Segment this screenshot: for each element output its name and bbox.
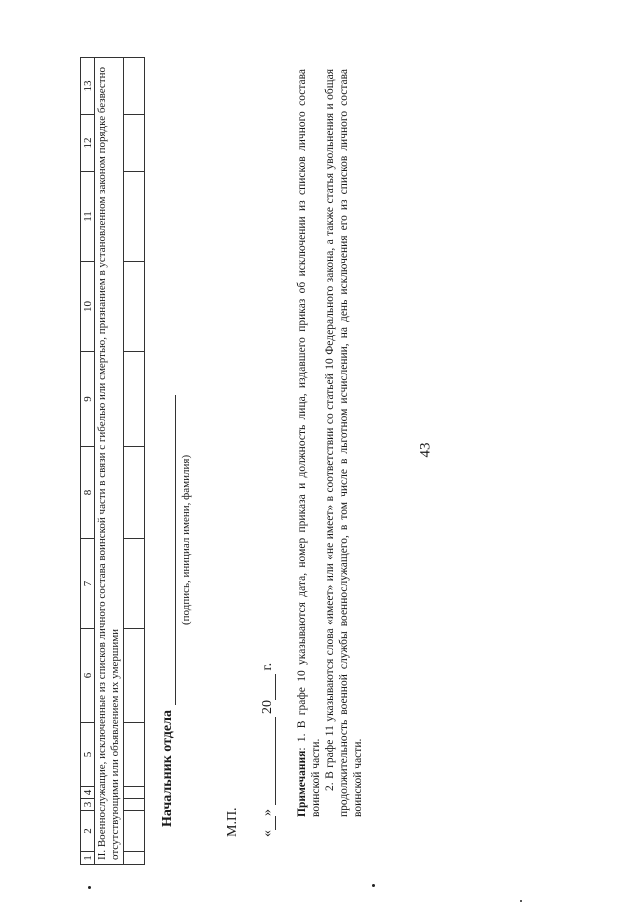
column-header: 5 xyxy=(81,723,95,787)
empty-cell xyxy=(124,787,145,799)
note-2-text: 2. В графе 11 указываются слова «имеет» или «не имеет» в соответствии со статьей 10 Федерального закона, а также статья увольнения и общая продолжительность военной службы военнослужащего, в том числе в льготном исчислении, на день исключения его из списков личного состава воинской части. xyxy=(324,69,364,817)
empty-cell xyxy=(124,172,145,262)
signature-line xyxy=(175,395,176,705)
date-open-quote: « xyxy=(260,830,275,837)
column-header: 4 xyxy=(81,787,95,799)
signatory-title: Начальник отдела xyxy=(160,710,175,827)
section-heading: II. Военнослужащие, исключенные из списков личного состава воинской части в связи с гибелью или смертью, признанием в установленном законом порядке безвестно отсутствующими или объявлением их умершими xyxy=(95,58,124,865)
signature-caption: (подпись, инициал имени, фамилия) xyxy=(180,454,192,625)
page-number: 43 xyxy=(417,442,434,458)
column-header: 8 xyxy=(81,447,95,539)
column-header: 1 xyxy=(81,852,95,865)
column-header: 7 xyxy=(81,539,95,629)
column-header: 11 xyxy=(81,172,95,262)
notes-label: Примечания xyxy=(296,750,308,817)
year-suffix: г. xyxy=(260,662,275,671)
column-header: 6 xyxy=(81,629,95,723)
empty-cell xyxy=(124,723,145,787)
rotated-form xyxy=(60,65,390,865)
column-header: 9 xyxy=(81,352,95,447)
empty-cell xyxy=(124,852,145,865)
month-blank xyxy=(275,718,276,806)
empty-cell xyxy=(124,447,145,539)
note-1 xyxy=(295,69,323,817)
column-header: 10 xyxy=(81,262,95,352)
note-1-text: : 1. В графе 10 указываются дата, номер приказа и должность лица, издавшего приказ об исключении из списков личного состава воинской части. xyxy=(296,69,322,817)
column-header: 13 xyxy=(81,58,95,115)
note-2 xyxy=(323,69,365,817)
column-number-row xyxy=(81,58,95,865)
empty-cell xyxy=(124,539,145,629)
year-blank xyxy=(275,674,276,700)
day-blank xyxy=(275,816,276,830)
empty-cell xyxy=(124,799,145,811)
column-header: 2 xyxy=(81,811,95,852)
stamp-label: М.П. xyxy=(225,807,240,837)
date-line xyxy=(260,663,276,837)
date-close-quote: » xyxy=(260,809,275,816)
empty-cell xyxy=(124,629,145,723)
column-header: 3 xyxy=(81,799,95,811)
column-header: 12 xyxy=(81,115,95,172)
notes-block xyxy=(295,69,365,817)
empty-cell xyxy=(124,58,145,115)
empty-table-row xyxy=(124,58,145,865)
scan-speck xyxy=(88,886,91,889)
form-table xyxy=(80,57,145,865)
section-heading-row xyxy=(95,58,124,865)
empty-cell xyxy=(124,811,145,852)
scan-speck xyxy=(520,900,522,902)
year-prefix: 20 xyxy=(260,700,275,714)
empty-cell xyxy=(124,115,145,172)
scan-speck xyxy=(372,884,375,887)
empty-cell xyxy=(124,262,145,352)
empty-cell xyxy=(124,352,145,447)
